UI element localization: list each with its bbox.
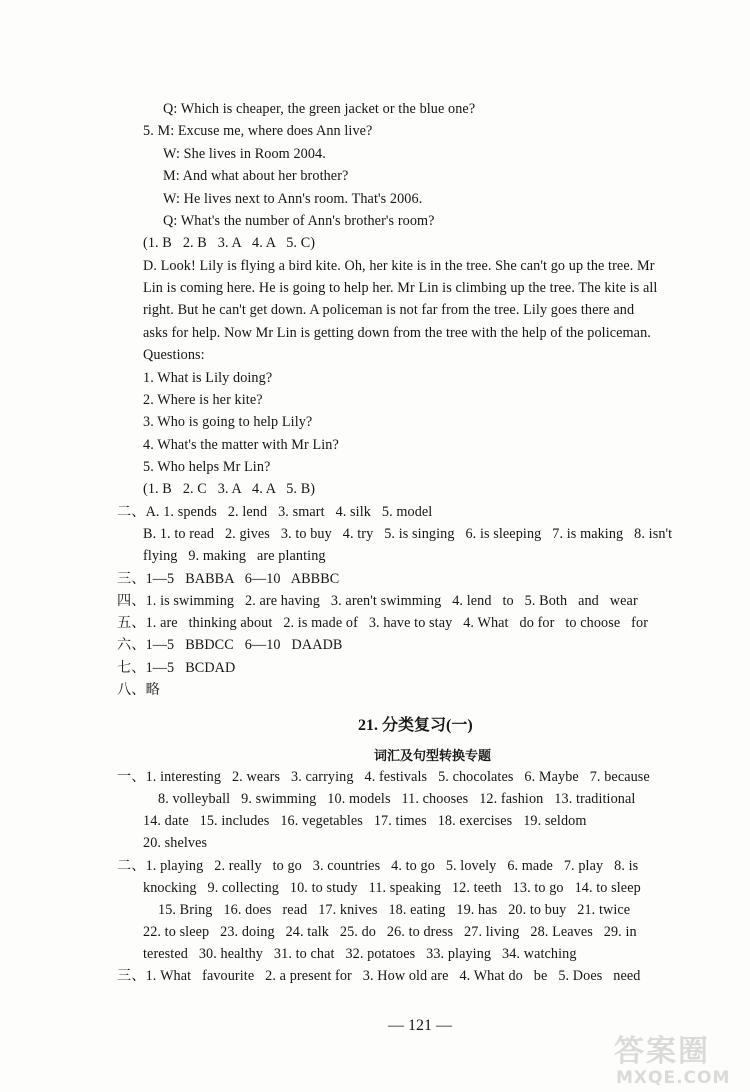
answer-line: 14. date 15. includes 16. vegetables 17. times 18. exercises 19. seldom (143, 813, 587, 829)
text-line: W: She lives in Room 2004. (163, 146, 326, 162)
answer-line: terested 30. healthy 31. to chat 32. potatoes 33. playing 34. watching (143, 946, 577, 962)
watermark-text-top: 答案圈 (614, 1034, 710, 1069)
text-line: Q: Which is cheaper, the green jacket or the blue one? (163, 101, 476, 117)
answer-line: knocking 9. collecting 10. to study 11. speaking 12. teeth 13. to go 14. to sleep (143, 880, 641, 896)
answer-line: 二、1. playing 2. really to go 3. countries 4. to go 5. lovely 6. made 7. play 8. is (117, 858, 639, 874)
page-number: — 121 — (388, 1017, 452, 1034)
answer-line: 8. volleyball 9. swimming 10. models 11. chooses 12. fashion 13. traditional (158, 791, 636, 807)
question-line: 1. What is Lily doing? (143, 370, 273, 386)
text-line: 5. M: Excuse me, where does Ann live? (143, 123, 373, 139)
passage-line: Lin is coming here. He is going to help her. Mr Lin is climbing up the tree. The kite is all (143, 280, 658, 296)
answer-line: (1. B 2. B 3. A 4. A 5. C) (143, 235, 316, 251)
text-line: W: He lives next to Ann's room. That's 2006. (163, 191, 423, 207)
answer-line: 二、A. 1. spends 2. lend 3. smart 4. silk 5. model (117, 504, 433, 520)
answer-line: 15. Bring 16. does read 17. knives 18. eating 19. has 20. to buy 21. twice (158, 902, 631, 918)
answer-line: 20. shelves (143, 835, 208, 851)
answer-line: 八、略 (117, 682, 160, 698)
answer-line: (1. B 2. C 3. A 4. A 5. B) (143, 481, 316, 497)
question-line: 3. Who is going to help Lily? (143, 414, 313, 430)
watermark-logo (614, 1026, 744, 1088)
passage-line: asks for help. Now Mr Lin is getting down from the tree with the help of the policeman. (143, 325, 651, 341)
question-line: 4. What's the matter with Mr Lin? (143, 437, 339, 453)
text-line: Q: What's the number of Ann's brother's room? (163, 213, 435, 229)
answer-line: 一、1. interesting 2. wears 3. carrying 4. festivals 5. chocolates 6. Maybe 7. because (117, 769, 650, 785)
section-heading: 21. 分类复习(一) (358, 717, 473, 734)
watermark-text-bottom: MXQE.COM (616, 1068, 731, 1088)
answer-line: 三、1. What favourite 2. a present for 3. How old are 4. What do be 5. Does need (117, 968, 641, 984)
answer-line: 四、1. is swimming 2. are having 3. aren't swimming 4. lend to 5. Both and wear (117, 593, 638, 609)
passage-line: right. But he can't get down. A policeman is not far from the tree. Lily goes there and (143, 302, 635, 318)
answer-line: B. 1. to read 2. gives 3. to buy 4. try 5. is singing 6. is sleeping 7. is making 8. isn't (143, 526, 673, 542)
answer-line: 七、1—5 BCDAD (117, 660, 236, 676)
answer-line: 22. to sleep 23. doing 24. talk 25. do 26. to dress 27. living 28. Leaves 29. in (143, 924, 637, 940)
section-subheading: 词汇及句型转换专题 (374, 748, 492, 763)
passage-line: D. Look! Lily is flying a bird kite. Oh, her kite is in the tree. She can't go up the tree. Mr (143, 258, 655, 274)
text-line: M: And what about her brother? (163, 168, 349, 184)
question-line: 2. Where is her kite? (143, 392, 263, 408)
answer-line: 三、1—5 BABBA 6—10 ABBBC (117, 571, 340, 587)
question-line: 5. Who helps Mr Lin? (143, 459, 271, 475)
questions-label: Questions: (143, 347, 205, 363)
answer-line: flying 9. making are planting (143, 548, 326, 564)
answer-line: 五、1. are thinking about 2. is made of 3. have to stay 4. What do for to choose for (117, 615, 649, 631)
answer-line: 六、1—5 BBDCC 6—10 DAADB (117, 637, 343, 653)
